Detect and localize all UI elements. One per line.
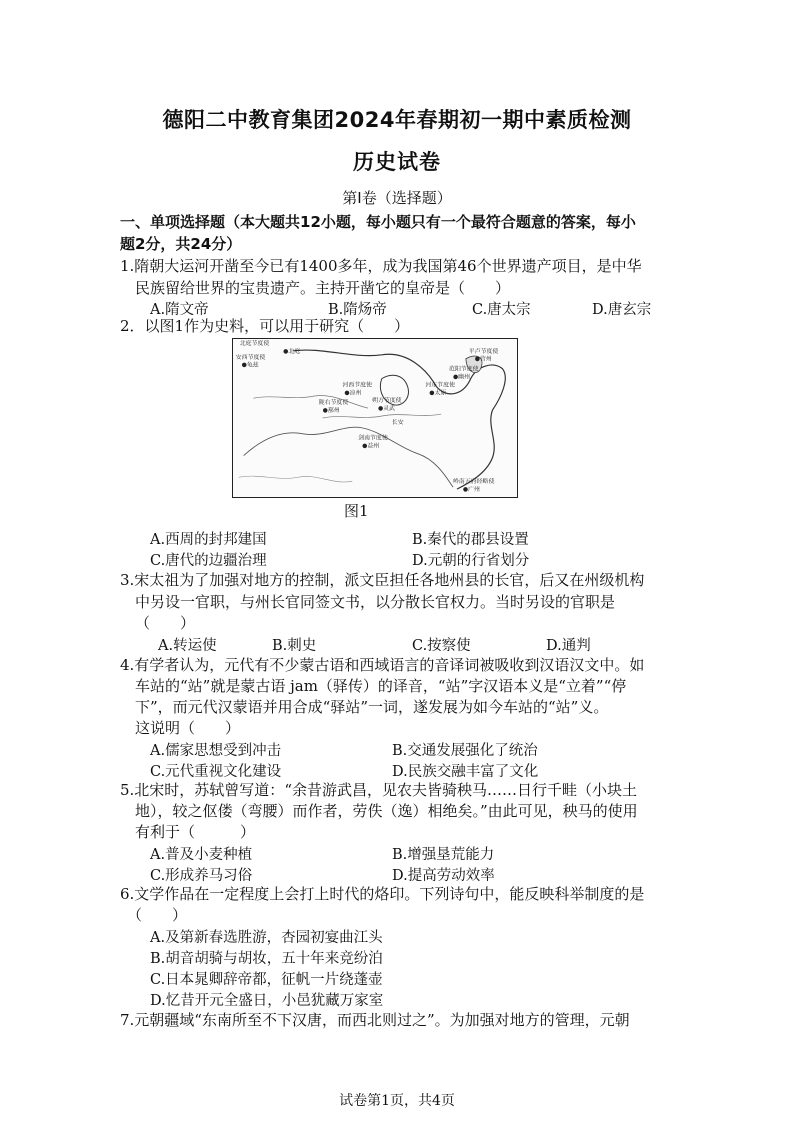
question-7-line1: 7.元朝疆域“东南所至不下汉唐，而西北则过之”。为加强对地方的管理，元朝 bbox=[120, 1011, 630, 1029]
tang-map-figure bbox=[232, 338, 518, 498]
question-4-line1: 4.有学者认为，元代有不少蒙古语和西域语言的音译词被吸收到汉语汉文中。如 bbox=[120, 656, 645, 674]
map-label-jiannan: 剑南节度使 bbox=[358, 435, 388, 442]
map-label-guangzhou: ●广州 bbox=[462, 487, 480, 494]
q1-option-d: D.唐玄宗 bbox=[592, 302, 652, 318]
page-footer: 试卷第1页，共4页 bbox=[339, 1093, 455, 1109]
q3-option-c: C.按察使 bbox=[412, 638, 471, 654]
q4-option-b: B.交通发展强化了统治 bbox=[392, 743, 538, 759]
map-label-youzhou: ●幽州 bbox=[453, 374, 470, 381]
q3-option-d: D.通判 bbox=[546, 638, 591, 654]
q1-option-c: C.唐太宗 bbox=[472, 302, 531, 318]
map-label-shanzhou: ●鄯州 bbox=[322, 408, 340, 415]
q2-option-d: D.元朝的行省划分 bbox=[412, 553, 530, 569]
q1-option-b: B.隋炀帝 bbox=[328, 302, 387, 318]
volume-heading: 第Ⅰ卷（选择题） bbox=[342, 189, 452, 207]
q3-option-b: B.刺史 bbox=[272, 638, 317, 654]
q4-option-a: A.儒家思想受到冲击 bbox=[150, 743, 282, 759]
map-label-yingzhou: ●营州 bbox=[474, 356, 492, 363]
q6-option-a: A.及第新春选胜游，杏园初宴曲江头 bbox=[150, 930, 383, 946]
question-3-line2: 中另设一官职，与州长官同签文书，以分散长官权力。当时另设的官职是 bbox=[135, 593, 616, 611]
question-6-line2: （ ） bbox=[127, 906, 188, 924]
question-1-line2: 民族留给世界的宝贵遗产。主持开凿它的皇帝是（ ） bbox=[135, 279, 511, 297]
section-heading-line2: 题2分，共24分） bbox=[120, 235, 242, 253]
question-2-line1: 2．以图1作为史料，可以用于研究（ ） bbox=[120, 317, 410, 335]
question-5-line2: 地），较之伛偻（弯腰）而作者，劳佚（逸）相绝矣。”由此可见，秧马的使用 bbox=[135, 802, 638, 820]
question-5-line1: 5.北宋时，苏轼曾写道：“余昔游武昌，见农夫皆骑秧马……日行千畦（小块土 bbox=[120, 781, 637, 799]
map-label-lingwu: ●灵武 bbox=[377, 406, 395, 413]
question-1-line1: 1.隋朝大运河开凿至今已有1400多年，成为我国第46个世界遗产项目，是中华 bbox=[120, 257, 642, 275]
map-label-fanyang: 范阳节度使 bbox=[449, 366, 479, 373]
q4-option-c: C.元代重视文化建设 bbox=[150, 764, 282, 780]
q2-option-b: B.秦代的郡县设置 bbox=[412, 532, 529, 548]
map-label-beiting: 北庭节度使 bbox=[239, 340, 270, 347]
section-heading-line1: 一、单项选择题（本大题共12小题，每小题只有一个最符合题意的答案，每小 bbox=[120, 213, 636, 231]
map-label-anxi: 安西节度使 bbox=[235, 354, 266, 361]
q3-option-a: A.转运使 bbox=[158, 638, 217, 654]
map-label-qiuci: ●龟兹 bbox=[241, 362, 259, 369]
question-4-line3: 下”，而元代汉蒙语并用合成“驿站”一词，遂发展为如今车站的“站”义。 bbox=[135, 698, 609, 716]
exam-subtitle: 历史试卷 bbox=[353, 150, 441, 174]
map-label-beiting-city: ●北庭 bbox=[283, 348, 301, 355]
q6-option-b: B.胡音胡骑与胡妆，五十年来竞纷泊 bbox=[150, 951, 383, 967]
q5-option-c: C.形成养马习俗 bbox=[150, 868, 253, 884]
map-label-lingnan: 岭南五府经略使 bbox=[453, 479, 495, 486]
q2-option-c: C.唐代的边疆治理 bbox=[150, 553, 267, 569]
question-3-line3: （ ） bbox=[135, 614, 196, 632]
map-label-yizhou: ●益州 bbox=[362, 443, 380, 450]
q5-option-d: D.提高劳动效率 bbox=[392, 868, 495, 884]
map-label-longyou: 陇右节度使 bbox=[318, 400, 349, 407]
map-label-changan: 长安 bbox=[391, 419, 404, 426]
map-label-pinglu: 平卢节度使 bbox=[468, 348, 499, 355]
figure-caption: 图1 bbox=[344, 502, 369, 520]
question-3-line1: 3.宋太祖为了加强对地方的控制，派文臣担任各地州县的长官，后又在州级机构 bbox=[120, 571, 645, 589]
question-5-line3: 有利于（ ） bbox=[135, 823, 256, 841]
q6-option-c: C.日本晁卿辞帝都，征帆一片绕蓬壶 bbox=[150, 972, 383, 988]
q5-option-b: B.增强垦荒能力 bbox=[392, 847, 495, 863]
q4-option-d: D.民族交融丰富了文化 bbox=[392, 764, 539, 780]
tang-map-svg bbox=[233, 339, 517, 497]
q5-option-a: A.普及小麦种植 bbox=[150, 847, 253, 863]
map-label-hedong: 河东节度使 bbox=[425, 382, 455, 389]
question-6-line1: 6.文学作品在一定程度上会打上时代的烙印。下列诗句中，能反映科举制度的是 bbox=[120, 885, 645, 903]
question-4-line2: 车站的“站”就是蒙古语 jam（驿传）的译音，“站”字汉语本义是“立着”“停 bbox=[135, 677, 627, 695]
question-4-line4: 这说明（ ） bbox=[135, 719, 241, 737]
exam-title: 德阳二中教育集团2024年春期初一期中素质检测 bbox=[162, 108, 632, 132]
map-label-shuofang: 朔方节度使 bbox=[372, 398, 402, 405]
q1-option-a: A.隋文帝 bbox=[150, 302, 209, 318]
map-label-hexi: 河西节度使 bbox=[342, 382, 372, 389]
q2-option-a: A.西周的封邦建国 bbox=[150, 532, 267, 548]
map-label-taiyuan: ●太原 bbox=[429, 390, 447, 397]
q6-option-d: D.忆昔开元全盛日，小邑犹藏万家室 bbox=[150, 993, 384, 1009]
map-label-liangzhou: ●凉州 bbox=[344, 390, 362, 397]
